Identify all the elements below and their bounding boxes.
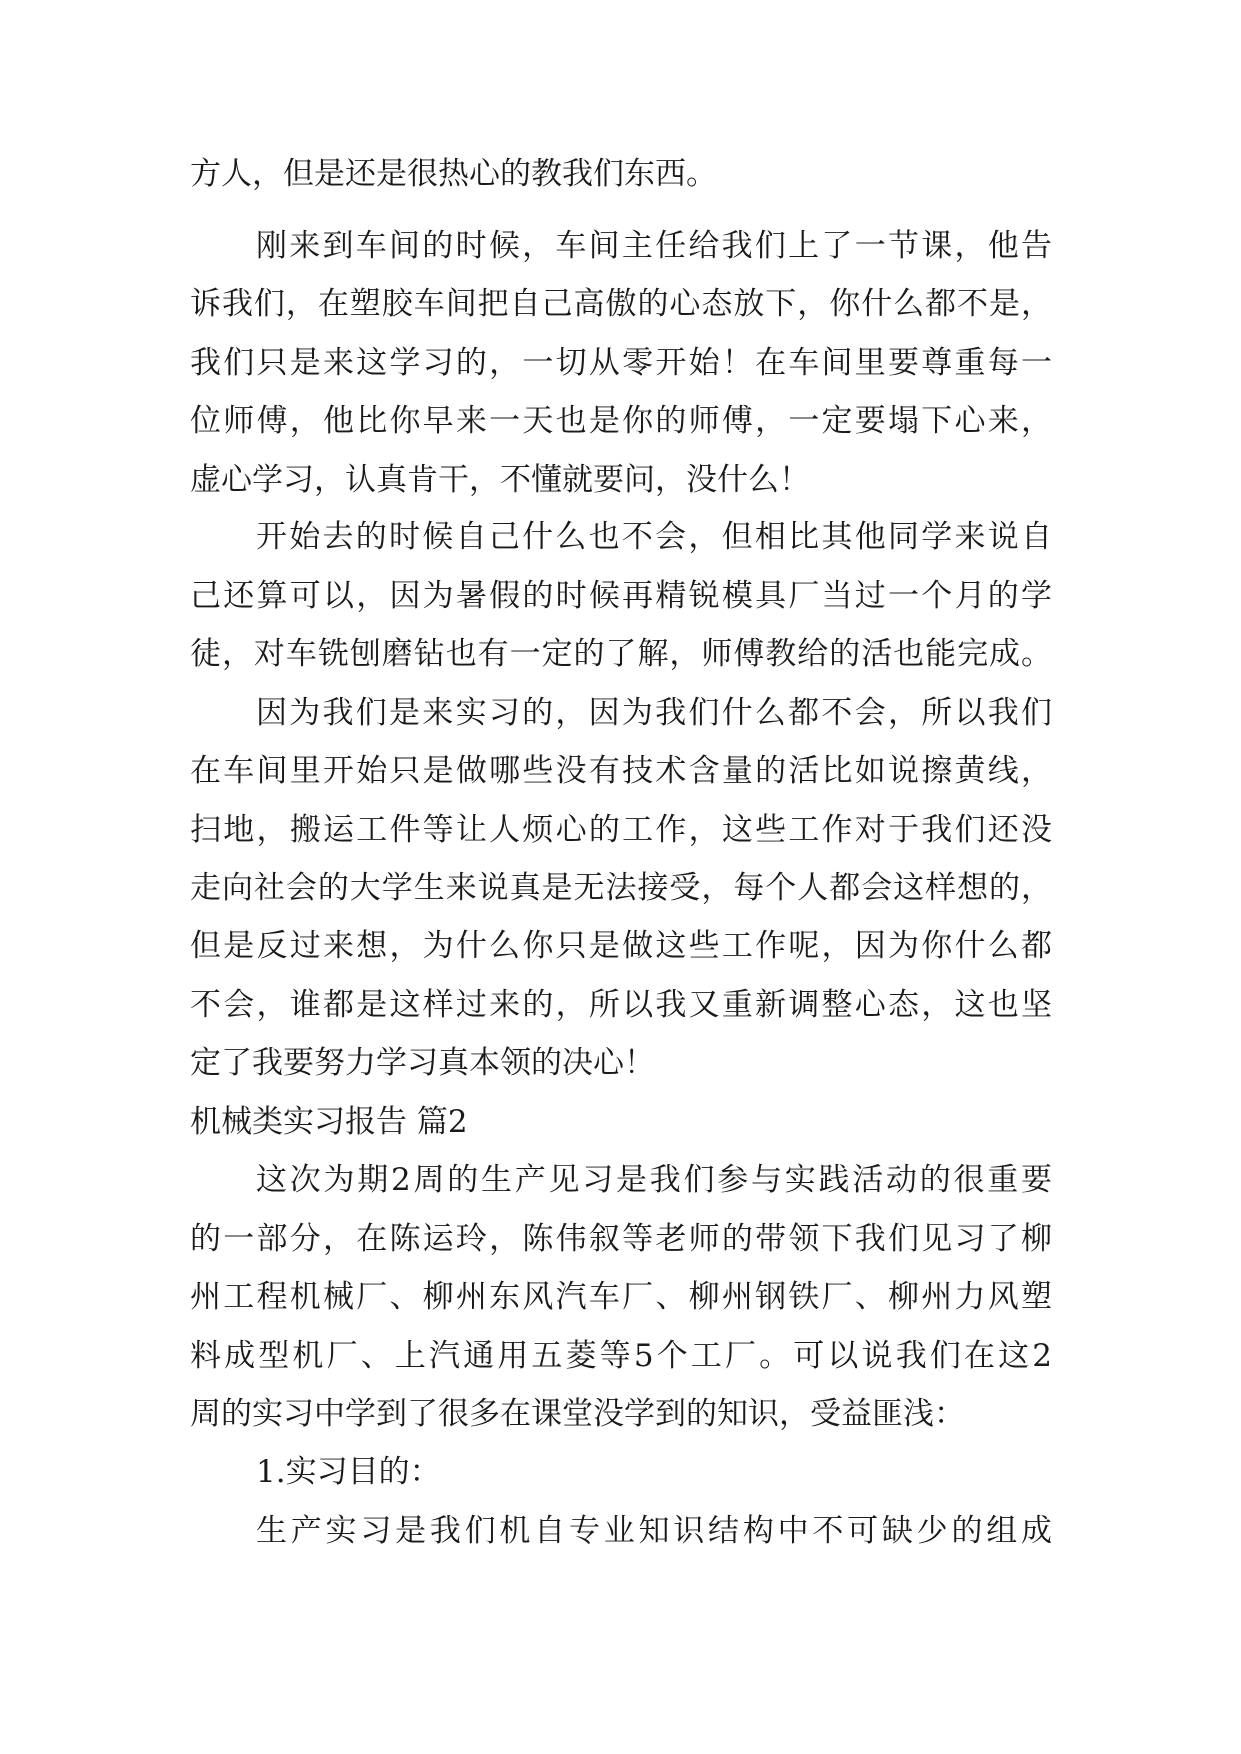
paragraph-line: 我们只是来这学习的，一切从零开始！在车间里要尊重每一 [190, 345, 1052, 381]
paragraph-line: 诉我们，在塑胶车间把自己高傲的心态放下，你什么都不是， [190, 286, 1052, 322]
paragraph-line: 周的实习中学到了很多在课堂没学到的知识，受益匪浅： [190, 1396, 965, 1432]
paragraph-line: 徒，对车铣刨磨钻也有一定的了解，师傅教给的活也能完成。 [190, 636, 1052, 672]
paragraph-line: 虚心学习，认真肯干，不懂就要问，没什么！ [190, 462, 810, 498]
paragraph-line: 但是反过来想，为什么你只是做这些工作呢，因为你什么都 [190, 928, 1052, 964]
paragraph-line: 这次为期2周的生产见习是我们参与实践活动的很重要 [256, 1162, 1052, 1198]
paragraph-line: 生产实习是我们机自专业知识结构中不可缺少的组成 [256, 1513, 1052, 1549]
paragraph-line: 在车间里开始只是做哪些没有技术含量的活比如说擦黄线， [190, 753, 1052, 789]
paragraph-line: 因为我们是来实习的，因为我们什么都不会，所以我们 [256, 695, 1052, 731]
paragraph-line: 州工程机械厂、柳州东风汽车厂、柳州钢铁厂、柳州力风塑 [190, 1279, 1052, 1315]
paragraph-line: 走向社会的大学生来说真是无法接受，每个人都会这样想的， [190, 870, 1052, 906]
paragraph-line: 己还算可以，因为暑假的时候再精锐模具厂当过一个月的学 [190, 578, 1052, 614]
paragraph-line: 的一部分，在陈运玲，陈伟叙等老师的带领下我们见习了柳 [190, 1221, 1052, 1257]
paragraph-line: 刚来到车间的时候，车间主任给我们上了一节课，他告 [256, 228, 1052, 264]
section-heading: 机械类实习报告 篇2 [190, 1104, 468, 1140]
paragraph-line: 扫地，搬运工件等让人烦心的工作，这些工作对于我们还没 [190, 812, 1052, 848]
paragraph-line: 不会，谁都是这样过来的，所以我又重新调整心态，这也坚 [190, 987, 1052, 1023]
paragraph-line: 开始去的时候自己什么也不会，但相比其他同学来说自 [256, 519, 1052, 555]
list-item-heading: 1.实习目的： [256, 1454, 441, 1490]
paragraph-line: 定了我要努力学习真本领的决心！ [190, 1045, 655, 1081]
paragraph-line: 位师傅，他比你早来一天也是你的师傅，一定要塌下心来， [190, 403, 1052, 439]
paragraph-line: 料成型机厂、上汽通用五菱等5个工厂。可以说我们在这2 [190, 1338, 1052, 1374]
paragraph-line: 方人，但是还是很热心的教我们东西。 [190, 156, 717, 192]
